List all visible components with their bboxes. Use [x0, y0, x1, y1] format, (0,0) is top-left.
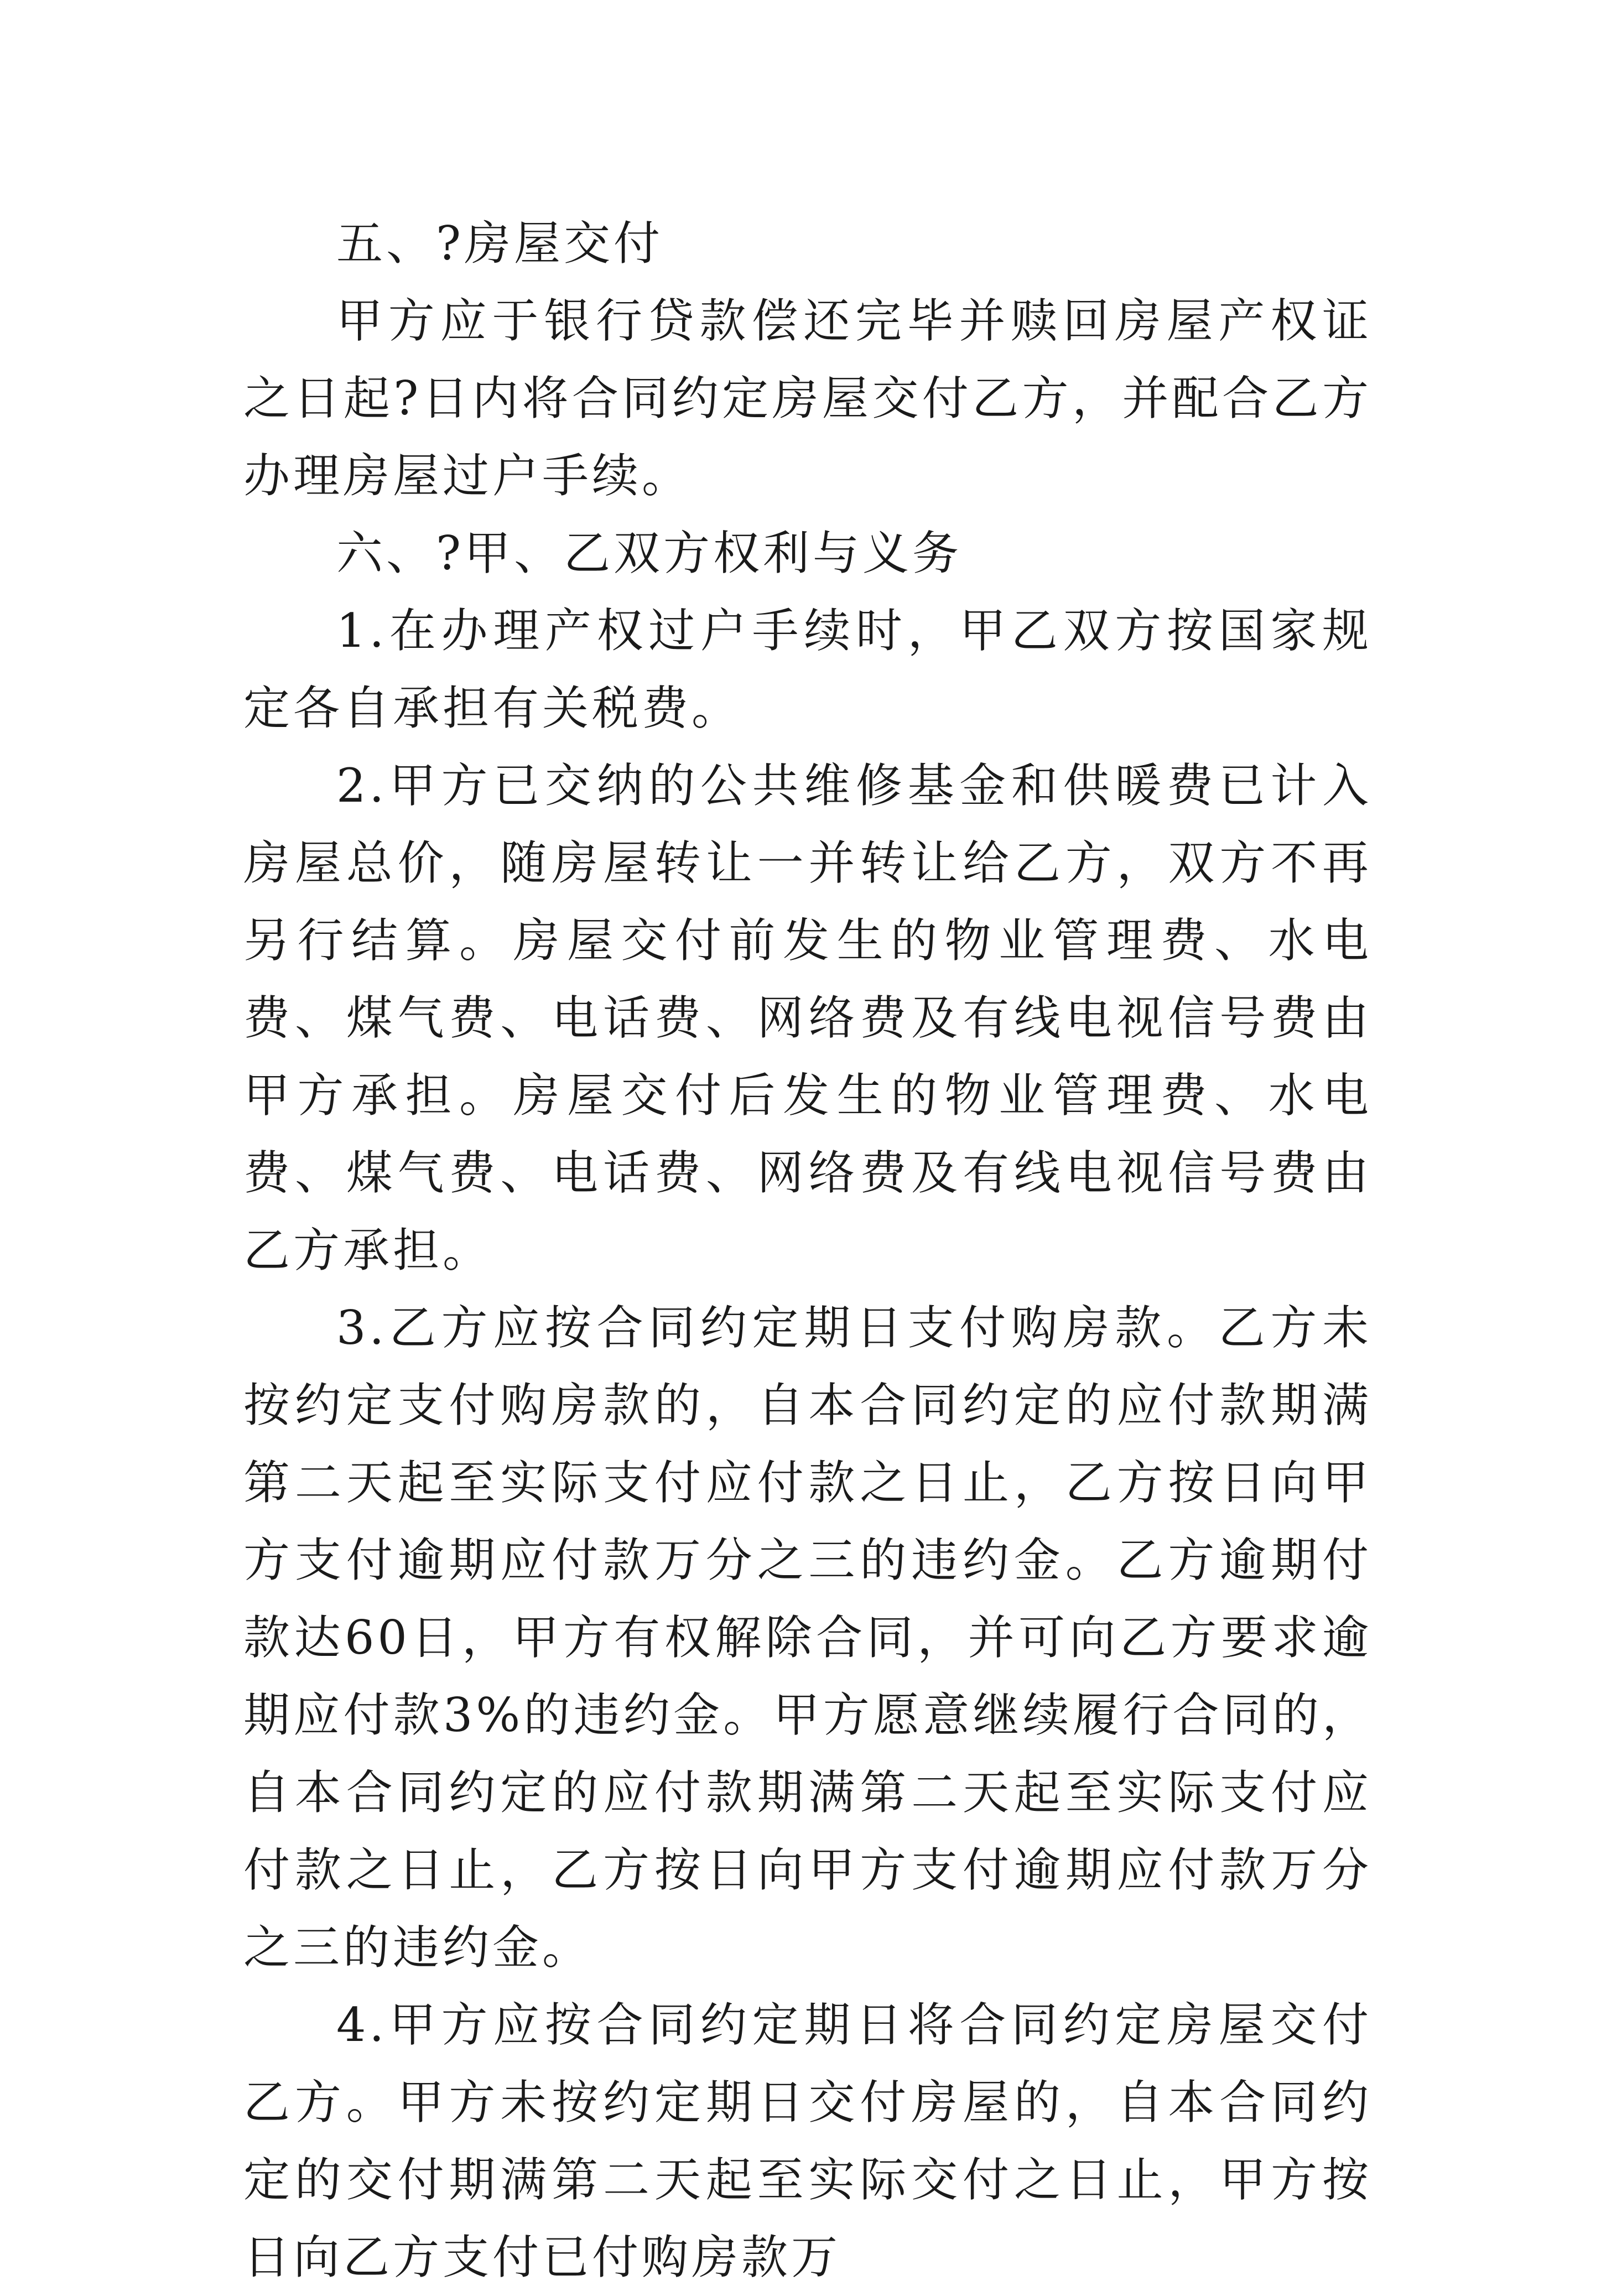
section-6-item-1: 1.在办理产权过户手续时，甲乙双方按国家规定各自承担有关税费。	[243, 604, 1372, 735]
section-6-heading: 六、?甲、乙双方权利与义务	[336, 526, 963, 580]
section-6-item-2: 2.甲方已交纳的公共维修基金和供暖费已计入房屋总价，随房屋转让一并转让给乙方，双方不再另行结算。房屋交付前发生的物业管理费、水电费、煤气费、电话费、网络费及有线电视信号费由甲方承担。房屋交付后发生的物业管理费、水电费、煤气费、电话费、网络费及有线电视信号费由乙方承担。	[243, 759, 1372, 1277]
section-5-heading: 五、?房屋交付	[336, 216, 664, 271]
document-body	[243, 205, 1372, 2296]
section-6-item-3: 3.乙方应按合同约定期日支付购房款。乙方未按约定支付购房款的，自本合同约定的应付款期满第二天起至实际支付应付款之日止，乙方按日向甲方支付逾期应付款万分之三的违约金。乙方逾期付款达60日，甲方有权解除合同，并可向乙方要求逾期应付款3%的违约金。甲方愿意继续履行合同的，自本合同约定的应付款期满第二天起至实际支付应付款之日止，乙方按日向甲方支付逾期应付款万分之三的违约金。	[243, 1301, 1372, 1975]
section-6-item-4: 4.甲方应按合同约定期日将合同约定房屋交付乙方。甲方未按约定期日交付房屋的，自本合同约定的交付期满第二天起至实际交付之日止，甲方按日向乙方支付已付购房款万	[243, 1998, 1372, 2284]
section-5-paragraph: 甲方应于银行贷款偿还完毕并赎回房屋产权证之日起?日内将合同约定房屋交付乙方，并配合乙方办理房屋过户手续。	[243, 294, 1372, 503]
